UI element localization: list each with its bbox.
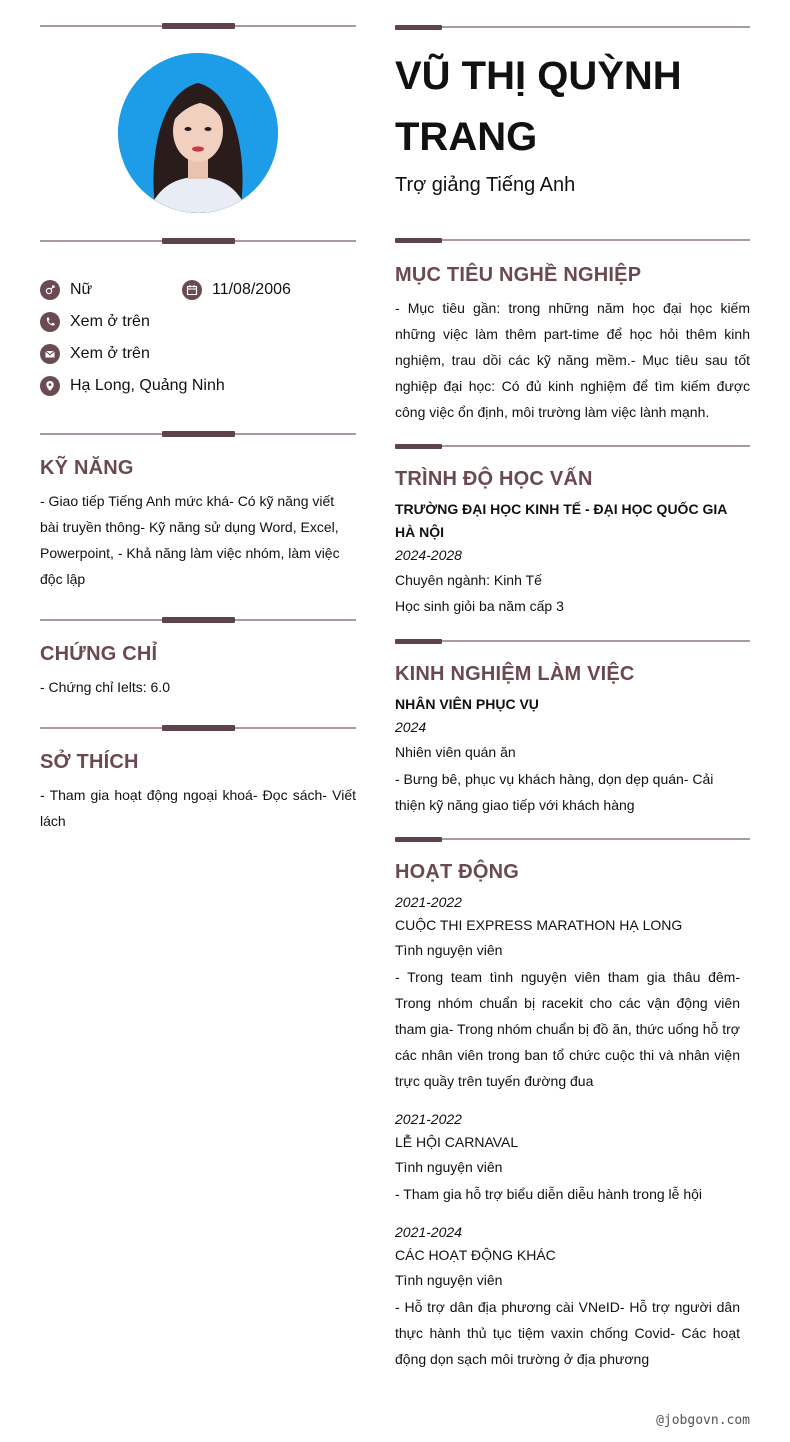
experience-role: Nhiên viên quán ăn xyxy=(395,744,516,760)
section-divider xyxy=(395,640,750,642)
section-divider xyxy=(40,619,356,621)
address-row xyxy=(40,376,225,396)
gender-row xyxy=(40,280,92,300)
email-value: Xem ở trên xyxy=(70,345,150,362)
section-divider xyxy=(395,838,750,840)
activity-name: CUỘC THI EXPRESS MARATHON HẠ LONG xyxy=(395,917,683,933)
activity-name: CÁC HOẠT ĐỘNG KHÁC xyxy=(395,1247,556,1263)
objective-title: MỤC TIÊU NGHỀ NGHIỆP xyxy=(395,264,642,286)
activity-dates: 2021-2022 xyxy=(395,894,462,910)
experience-position: NHÂN VIÊN PHỤC VỤ xyxy=(395,696,539,712)
section-divider xyxy=(395,239,750,241)
gender-icon xyxy=(40,280,60,300)
experience-description: - Bưng bê, phục vụ khách hàng, dọn dẹp quán- Cải thiện kỹ năng giao tiếp với khách hàng xyxy=(395,771,714,813)
phone-icon xyxy=(40,312,60,332)
birthdate-row xyxy=(182,280,291,300)
address-value: Hạ Long, Quảng Ninh xyxy=(70,377,225,394)
skills-text: - Giao tiếp Tiếng Anh mức khá- Có kỹ năng viết bài truyền thông- Kỹ năng sử dụng Word, Excel, Powerpoint, - Khả năng làm việc nhóm, làm việc độc lập xyxy=(40,493,340,587)
activity-role: Tình nguyện viên xyxy=(395,942,503,958)
hobbies-text: - Tham gia hoạt động ngoại khoá- Đọc sách- Viết lách xyxy=(40,787,356,829)
activities-title: HOẠT ĐỘNG xyxy=(395,861,520,883)
objective-text: - Mục tiêu gần: trong những năm học đại học kiếm những việc làm thêm part-time để học hỏi thêm kinh nghiệm, trau dồi các kỹ năng mềm.- Mục tiêu sau tốt nghiệp đại học: Có đủ kinh nghiệm để tìm kiếm được công việc ổn định, môi trường làm việc lành mạnh. xyxy=(395,300,750,420)
activity-role: Tình nguyện viên xyxy=(395,1272,503,1288)
activity-description: - Trong team tình nguyện viên tham gia thâu đêm- Trong nhóm chuẩn bị racekit cho các vận động viên tham gia- Trong nhóm chuẩn bị đồ ăn, thức uống hỗ trợ các nhân viên trong ban tổ chức cuộc thi và nhân viện trực quầy trên tuyến đường đua xyxy=(395,969,740,1089)
activity-name: LỄ HỘI CARNAVAL xyxy=(395,1134,519,1150)
location-icon xyxy=(40,376,60,396)
job-title: Trợ giảng Tiếng Anh xyxy=(395,174,576,196)
certificates-text: - Chứng chỉ Ielts: 6.0 xyxy=(40,679,170,695)
section-divider xyxy=(395,445,750,447)
certificates-title: CHỨNG CHỈ xyxy=(40,643,158,665)
section-divider xyxy=(40,25,356,27)
email-row xyxy=(40,344,150,364)
section-divider xyxy=(40,240,356,242)
section-divider xyxy=(395,26,750,28)
education-major: Chuyên ngành: Kinh Tế xyxy=(395,572,542,588)
hobbies-title: SỞ THÍCH xyxy=(40,751,139,773)
phone-row xyxy=(40,312,150,332)
activity-role: Tình nguyện viên xyxy=(395,1159,503,1175)
section-divider xyxy=(40,433,356,435)
experience-dates: 2024 xyxy=(395,719,427,735)
activity-dates: 2021-2022 xyxy=(395,1111,462,1127)
gender-value: Nữ xyxy=(70,281,93,298)
skills-title: KỸ NĂNG xyxy=(40,457,134,479)
education-dates: 2024-2028 xyxy=(395,547,462,563)
birthdate-value: 11/08/2006 xyxy=(212,281,291,298)
education-school: TRƯỜNG ĐẠI HỌC KINH TẾ - ĐẠI HỌC QUỐC GIA HÀ NỘI xyxy=(395,501,727,540)
profile-photo xyxy=(118,53,278,213)
experience-title: KINH NGHIỆM LÀM VIỆC xyxy=(395,663,635,685)
phone-value: Xem ở trên xyxy=(70,313,150,330)
calendar-icon xyxy=(182,280,202,300)
activity-dates: 2021-2024 xyxy=(395,1224,462,1240)
section-divider xyxy=(40,727,356,729)
education-title: TRÌNH ĐỘ HỌC VẤN xyxy=(395,468,593,490)
activity-description: - Hỗ trợ dân địa phương cài VNeID- Hỗ trợ người dân thực hành thủ tục tiệm vaxin chống Covid- Các hoạt động dọn sạch môi trường ở địa phương xyxy=(395,1299,740,1367)
education-note: Học sinh giỏi ba năm cấp 3 xyxy=(395,598,564,614)
activity-description: - Tham gia hỗ trợ biểu diễn diễu hành trong lễ hội xyxy=(395,1186,703,1202)
footer-watermark: @jobgovn.com xyxy=(656,1413,750,1428)
candidate-name: VŨ THỊ QUỲNH TRANG xyxy=(395,54,682,159)
email-icon xyxy=(40,344,60,364)
